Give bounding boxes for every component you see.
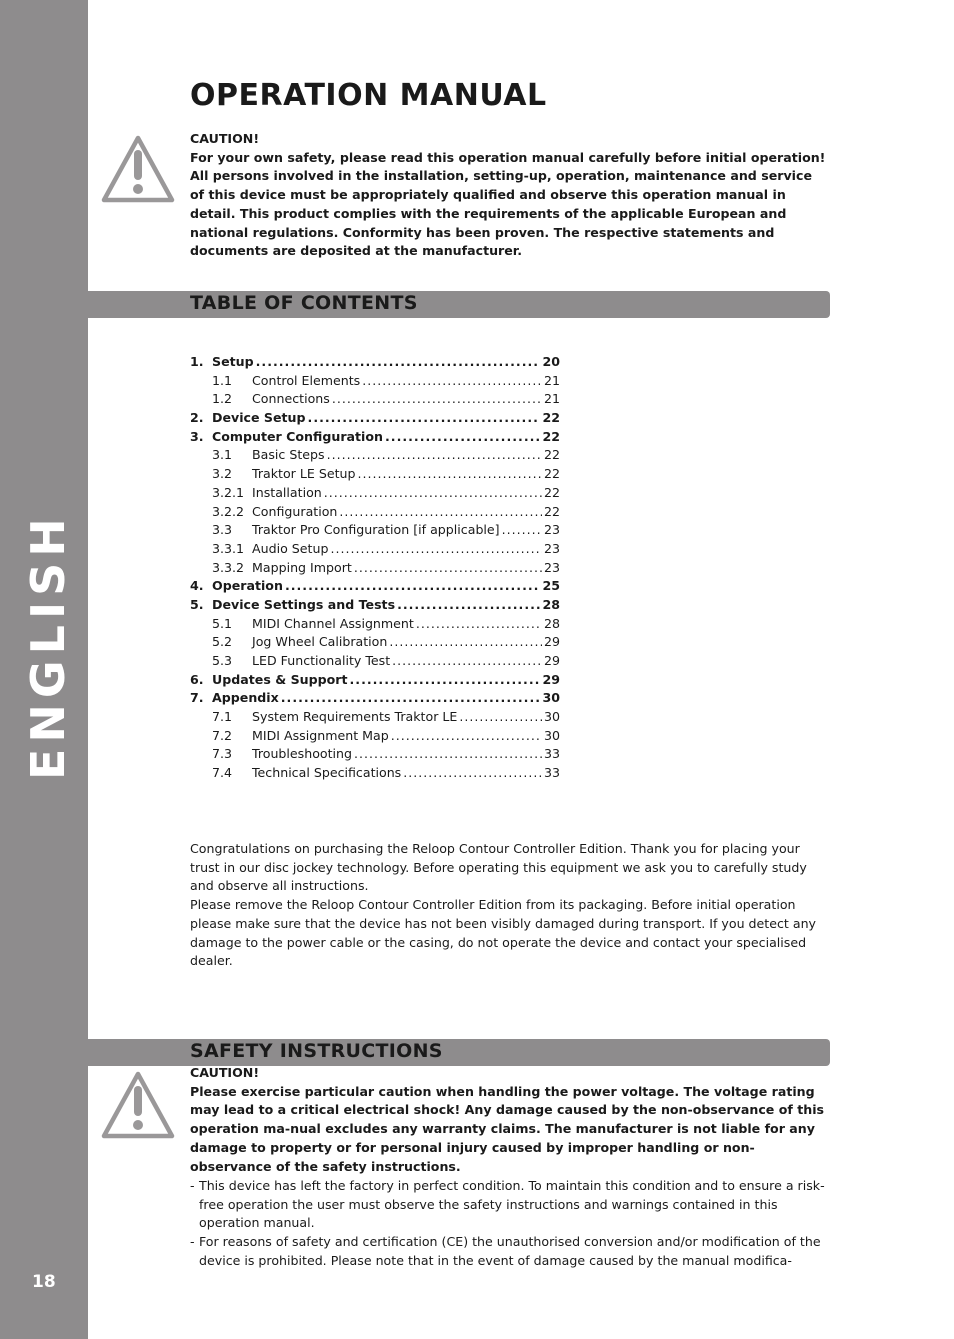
toc-entry-label: Control Elements xyxy=(252,372,361,388)
toc-leader-dots xyxy=(403,765,542,780)
toc-entry-page: 22 xyxy=(542,428,560,444)
toc-leader-dots xyxy=(339,504,542,519)
toc-entry xyxy=(190,578,560,597)
toc-entry-label: Traktor LE Setup xyxy=(252,466,356,482)
toc-leader-dots xyxy=(362,373,542,388)
toc-leader-dots xyxy=(392,653,542,668)
toc-leader-dots xyxy=(308,410,541,425)
toc-entry-number: 3.2 xyxy=(212,466,233,482)
toc-entry-number: 1. xyxy=(190,354,204,369)
toc-entry-page: 22 xyxy=(543,466,560,482)
toc-entry-number: 3.3.1 xyxy=(212,540,245,556)
toc-entry-label: Troubleshooting xyxy=(252,746,353,762)
toc-entry xyxy=(190,429,560,448)
toc-leader-dots xyxy=(397,597,540,612)
safety-title: SAFETY INSTRUCTIONS xyxy=(190,1040,443,1062)
caution-heading: CAUTION! xyxy=(190,131,260,146)
toc-entry-page: 22 xyxy=(543,484,560,500)
toc-entry xyxy=(190,485,560,504)
toc-entry-label: MIDI Assignment Map xyxy=(252,727,389,743)
toc-entry xyxy=(190,504,560,523)
toc-entry-label: Device Setup xyxy=(212,410,306,426)
toc-entry-number: 3. xyxy=(190,428,204,444)
toc-entry-page: 28 xyxy=(542,596,560,612)
toc-leader-dots xyxy=(389,634,542,649)
toc-entry xyxy=(190,690,560,709)
toc-entry xyxy=(190,560,560,579)
toc-entry xyxy=(190,541,560,560)
toc-entry-number: 5. xyxy=(190,596,204,612)
toc-entry-number: 7.4 xyxy=(212,765,233,781)
toc-leader-dots xyxy=(502,522,542,537)
toc-entry xyxy=(190,709,560,728)
warning-triangle-icon xyxy=(100,134,176,204)
toc-entry-page: 20 xyxy=(542,354,560,369)
toc-entry xyxy=(190,466,560,485)
toc-entry-page: 23 xyxy=(543,540,560,556)
caution-block-top xyxy=(190,130,830,261)
toc-entry-label: Audio Setup xyxy=(252,540,329,556)
toc-entry-label: Connections xyxy=(252,391,330,407)
toc-entry-page: 21 xyxy=(543,372,560,388)
toc-entry xyxy=(190,634,560,653)
toc-entry-number: 7.2 xyxy=(212,727,233,743)
toc-entry xyxy=(190,672,560,691)
toc-entry-number: 7.1 xyxy=(212,709,233,725)
sidebar xyxy=(0,0,88,1339)
toc-leader-dots xyxy=(354,560,542,575)
safety-bullet: - This device has left the factory in perfect condition. To maintain this condition and to ensure a risk-free operation the user must observe the safety instructions and warnings contained in this operation manual. xyxy=(190,1177,830,1233)
toc-leader-dots xyxy=(332,391,542,406)
toc-entry-page: 22 xyxy=(543,447,560,463)
toc-entry-label: Installation xyxy=(252,484,322,500)
toc-entry-label: Jog Wheel Calibration xyxy=(252,634,388,650)
toc-entry-page: 33 xyxy=(543,765,560,781)
toc-entry-label: Computer Configuration xyxy=(212,428,383,444)
toc-entry-label: Technical Specifications xyxy=(252,765,402,781)
toc-leader-dots xyxy=(324,485,542,500)
toc-entry-page: 29 xyxy=(542,671,560,687)
toc-entry-label: Mapping Import xyxy=(252,559,352,575)
toc-entry xyxy=(190,728,560,747)
toc-entry-number: 4. xyxy=(190,578,204,594)
toc-leader-dots xyxy=(285,578,541,593)
toc-entry-page: 23 xyxy=(543,559,560,575)
toc-entry xyxy=(190,373,560,392)
toc-entry-label: Appendix xyxy=(212,690,279,706)
toc-entry-label: System Requirements Traktor LE xyxy=(252,709,458,725)
toc-entry xyxy=(190,410,560,429)
toc-entry xyxy=(190,391,560,410)
toc-entry-number: 1.1 xyxy=(212,372,233,388)
toc-leader-dots xyxy=(256,354,541,369)
toc-entry-label: Setup xyxy=(212,354,254,369)
table-of-contents xyxy=(190,354,560,784)
toc-entry-label: LED Functionality Test xyxy=(252,653,391,668)
toc-entry-number: 3.1 xyxy=(212,447,233,463)
toc-entry-page: 23 xyxy=(543,522,560,538)
toc-entry-number: 5.1 xyxy=(212,615,233,631)
toc-entry-page: 30 xyxy=(542,690,560,706)
intro-text xyxy=(190,840,830,971)
toc-leader-dots xyxy=(358,466,542,481)
toc-leader-dots xyxy=(385,429,540,444)
toc-entry-number: 3.3.2 xyxy=(212,559,245,575)
caution-heading: CAUTION! xyxy=(190,1065,260,1080)
toc-entry-number: 7.3 xyxy=(212,746,233,762)
toc-entry-page: 30 xyxy=(543,709,560,725)
toc-title: TABLE OF CONTENTS xyxy=(190,292,418,314)
toc-leader-dots xyxy=(416,616,542,631)
language-label: ENGLISH xyxy=(21,512,75,780)
intro-paragraph: Congratulations on purchasing the Reloop Contour Controller Edition. Thank you for placing your trust in our disc jockey technology. Before operating this equipment we ask you to carefully study and observe all instructions. xyxy=(190,841,807,894)
toc-entry-number: 3.3 xyxy=(212,522,233,538)
toc-entry-label: Configuration xyxy=(252,503,338,519)
toc-entry xyxy=(190,653,560,672)
toc-entry-label: Basic Steps xyxy=(252,447,325,463)
toc-entry xyxy=(190,597,560,616)
toc-entry-page: 25 xyxy=(542,578,560,594)
toc-entry xyxy=(190,765,560,784)
caution-text: Please exercise particular caution when handling the power voltage. The voltage rating may lead to a critical electrical shock! Any damage caused by the non-observance of this operation ma-nual excludes any warranty claims. The manufacturer is not liable for any damage to property or for personal injury caused by improper handling or non-observance of the safety instructions. xyxy=(190,1083,825,1174)
toc-leader-dots xyxy=(350,672,541,687)
toc-leader-dots xyxy=(330,541,542,556)
toc-entry-number: 3.2.1 xyxy=(212,484,245,500)
toc-entry-page: 29 xyxy=(543,634,560,650)
page-number: 18 xyxy=(32,1272,56,1292)
toc-entry-page: 28 xyxy=(543,615,560,631)
toc-leader-dots xyxy=(459,709,542,724)
caution-text: For your own safety, please read this operation manual carefully before initial operation! All persons involved in the installation, setting-up, operation, maintenance and service of this device must be appropriately qualified and observe this operation manual in detail. This product complies with the requirements of the applicable European and national regulations. Conformity has been proven. The respective statements and documents are deposited at the manufacturer. xyxy=(190,149,826,259)
toc-entry-number: 5.2 xyxy=(212,634,233,650)
warning-triangle-icon xyxy=(100,1070,176,1140)
toc-entry-label: Device Settings and Tests xyxy=(212,596,396,612)
toc-entry-number: 5.3 xyxy=(212,653,233,668)
toc-entry-page: 21 xyxy=(543,391,560,407)
toc-entry-number: 2. xyxy=(190,410,204,426)
toc-entry-page: 22 xyxy=(543,503,560,519)
toc-entry-label: Traktor Pro Configuration [if applicable] xyxy=(252,522,500,538)
toc-entry xyxy=(190,616,560,635)
toc-entry-number: 6. xyxy=(190,671,204,687)
toc-entry xyxy=(190,522,560,541)
toc-entry-number: 7. xyxy=(190,690,204,706)
toc-entry-label: Updates & Support xyxy=(212,671,348,687)
toc-entry-number: 3.2.2 xyxy=(212,503,245,519)
toc-leader-dots xyxy=(391,728,542,743)
safety-bullet: - For reasons of safety and certification (CE) the unauthorised conversion and/or modification of the device is prohibited. Please note that in the event of damage caused by the manual modifica- xyxy=(190,1233,830,1270)
toc-entry xyxy=(190,354,560,373)
page-title: OPERATION MANUAL xyxy=(190,78,547,113)
toc-entry-label: Operation xyxy=(212,578,283,594)
toc-entry xyxy=(190,746,560,765)
toc-entry-page: 30 xyxy=(543,727,560,743)
intro-paragraph: Please remove the Reloop Contour Controller Edition from its packaging. Before initial operation please make sure that the device has not been visibly damaged during transport. If you detect any damage to the power cable or the casing, do not operate the device and contact your specialised dealer. xyxy=(190,897,816,969)
toc-leader-dots xyxy=(327,447,542,462)
toc-entry-number: 1.2 xyxy=(212,391,233,407)
toc-entry-page: 22 xyxy=(542,410,560,426)
toc-entry-label: MIDI Channel Assignment xyxy=(252,615,414,631)
toc-leader-dots xyxy=(281,690,541,705)
toc-entry-page: 33 xyxy=(543,746,560,762)
toc-leader-dots xyxy=(354,746,542,761)
caution-block-safety xyxy=(190,1064,830,1176)
toc-entry-page: 29 xyxy=(543,653,560,668)
safety-bullet-list xyxy=(190,1177,830,1271)
toc-entry xyxy=(190,447,560,466)
